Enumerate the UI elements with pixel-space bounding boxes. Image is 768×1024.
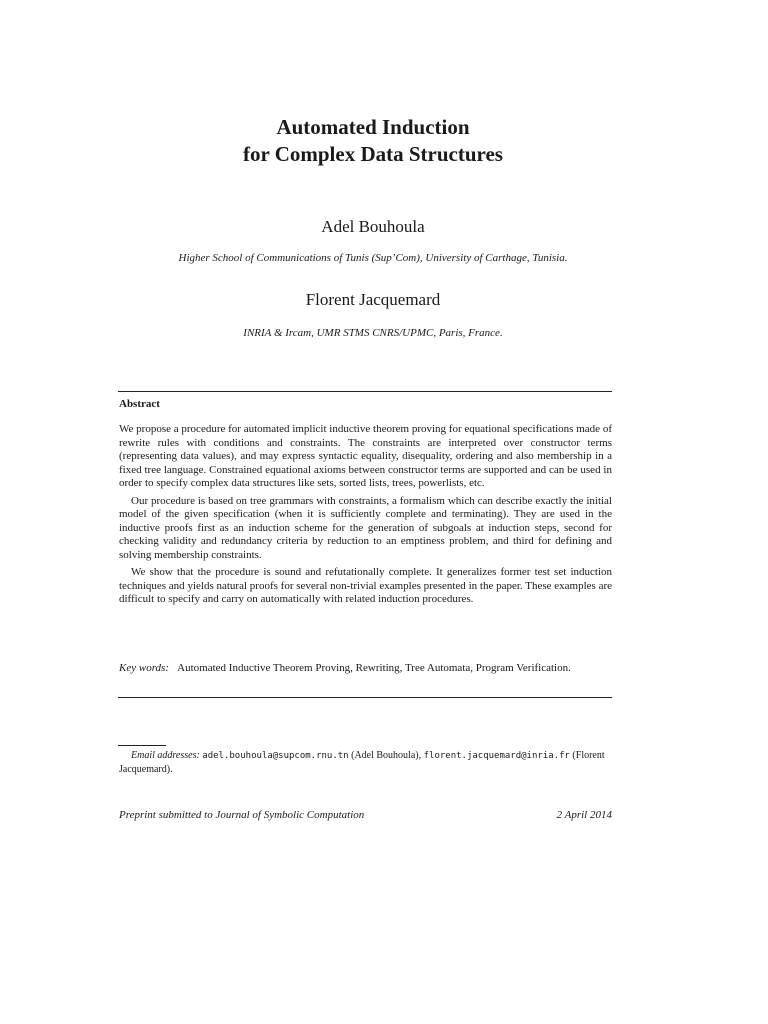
email-owner-1: (Adel Bouhoula), [351, 750, 422, 761]
email-link-2[interactable]: florent.jacquemard@inria.fr [423, 751, 570, 761]
preprint-note: Preprint submitted to Journal of Symbolic Computation [119, 809, 365, 821]
author-name-2: Florent Jacquemard [305, 290, 441, 309]
footnote-emails [119, 749, 612, 776]
abstract-paragraph-2: Our procedure is based on tree grammars with constraints, a formalism which can describe exactly the initial model of the given specification (when it is sufficiently complete and terminating). They are used in the inductive proofs first as an induction scheme for the generation of subgoals at induction steps, second for checking validity and redundancy criteria by reduction to an emptiness problem, and third for defining and solving membership constraints. [119, 494, 612, 561]
author-affiliation-2: INRIA & Ircam, UMR STMS CNRS/UPMC, Paris, France. [243, 327, 503, 339]
abstract-paragraph-3: We show that the procedure is sound and refutationally complete. It generalizes former test set induction techniques and yields natural proofs for several non-trivial examples presented in the paper. These examples are difficult to specify and carry on automatically with related induction procedures. [119, 566, 612, 605]
preprint-date: 2 April 2014 [556, 809, 612, 821]
abstract-top-rule [118, 391, 612, 392]
keywords-label: Key words: [119, 662, 170, 674]
abstract-paragraph-1: We propose a procedure for automated implicit inductive theorem proving for equational specifications made of rewrite rules with conditions and constraints. The constraints are interpreted over constructor terms (representing data values), and may express syntactic equality, disequality, ordering and also membership in a fixed tree language. Constrained equational axioms between constructor terms are supported and can be used in order to specify complex data structures like sets, sorted lists, trees, powerlists, etc. [119, 423, 612, 489]
footnote-label: Email addresses: [131, 750, 200, 761]
abstract-body [119, 423, 612, 611]
paper-title [0, 114, 746, 168]
keywords [119, 662, 612, 676]
title-line-2: for Complex Data Structures [243, 142, 503, 166]
abstract-bottom-rule [118, 697, 612, 698]
abstract-heading: Abstract [119, 398, 160, 410]
keywords-text: Automated Inductive Theorem Proving, Rewriting, Tree Automata, Program Verification. [177, 662, 571, 674]
footnote-rule [118, 745, 166, 746]
author-affiliation-1: Higher School of Communications of Tunis (Sup’Com), University of Carthage, Tunisia. [178, 252, 568, 264]
author-name-1: Adel Bouhoula [321, 217, 425, 236]
title-line-1: Automated Induction [276, 115, 470, 139]
email-owner-2: (Florent Jacquemard). [119, 750, 605, 775]
email-link-1[interactable]: adel.bouhoula@supcom.rnu.tn [202, 751, 349, 761]
